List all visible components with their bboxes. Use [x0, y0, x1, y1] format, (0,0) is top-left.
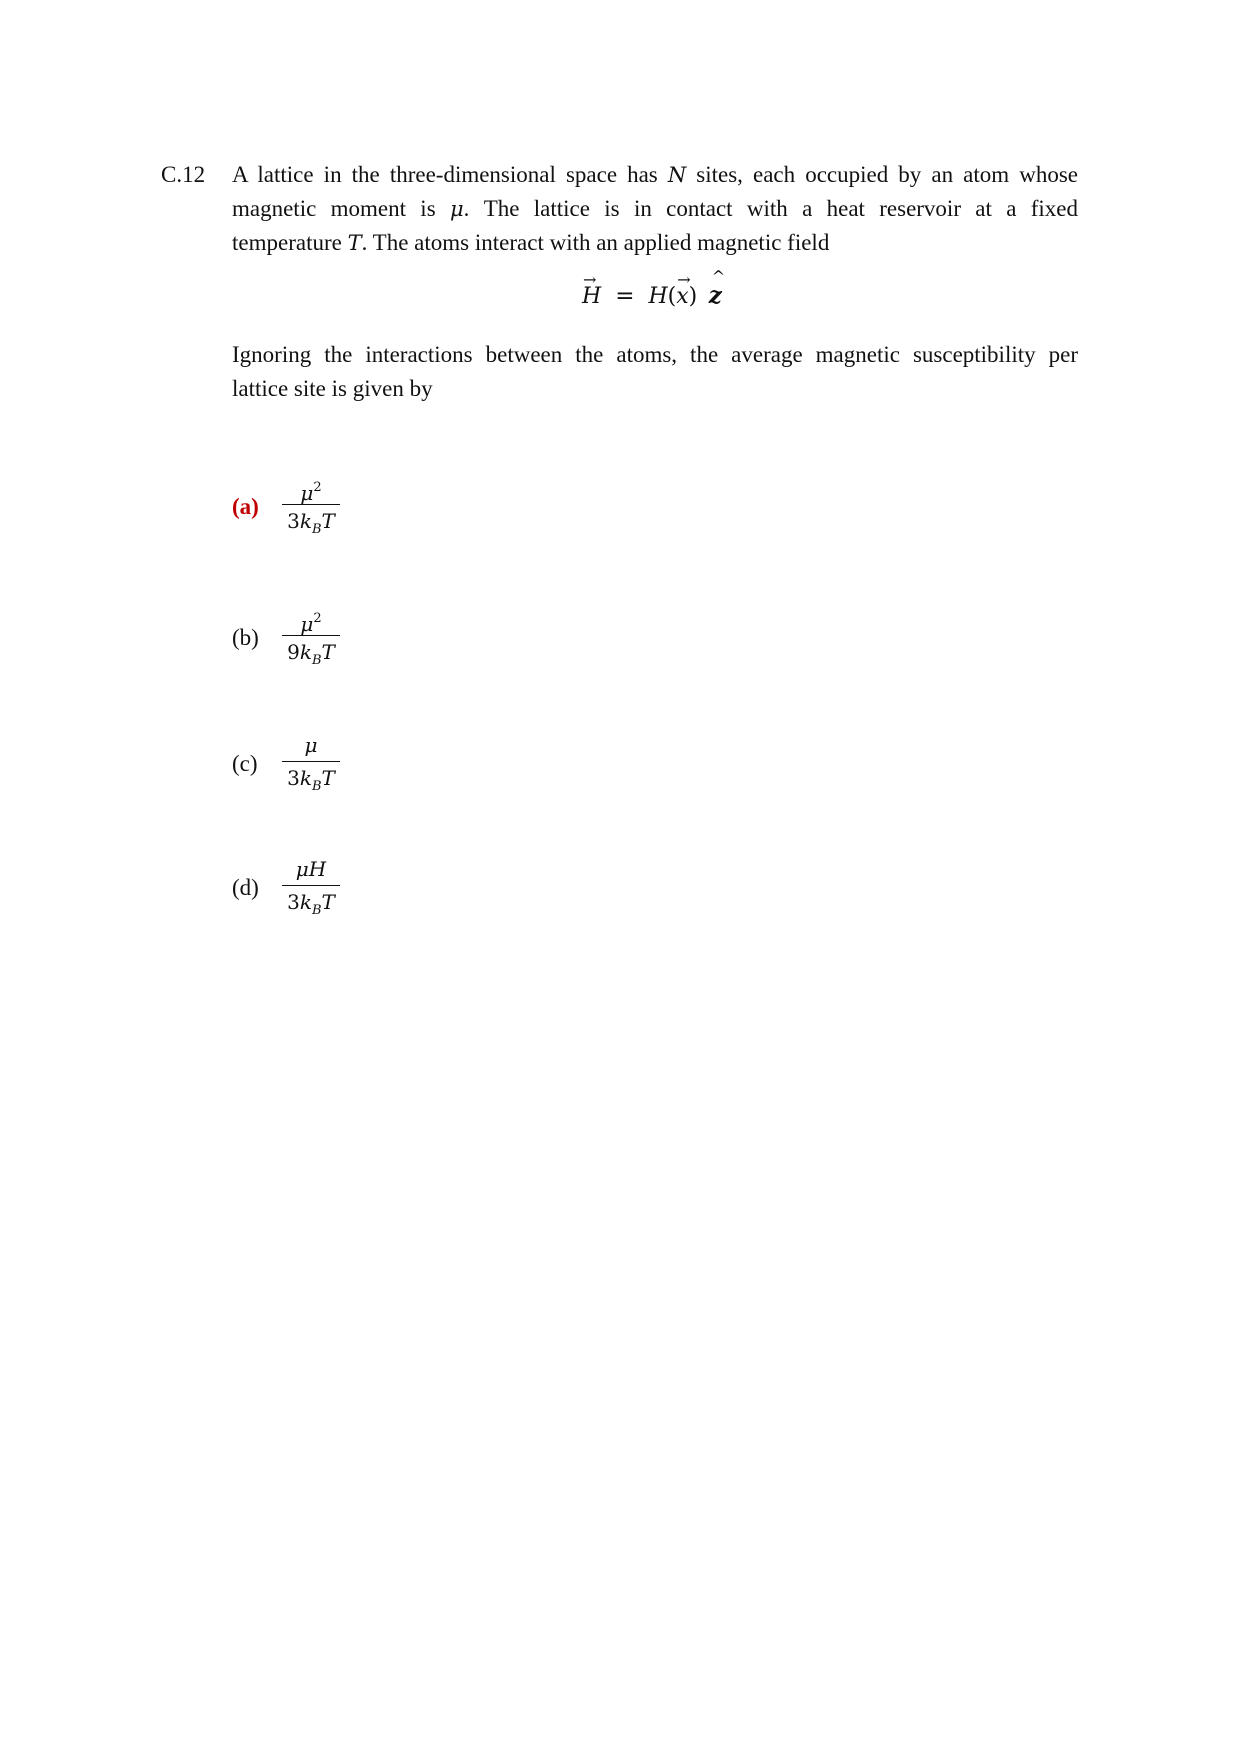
hat-icon: ^	[711, 267, 726, 286]
symbol-N: N	[667, 163, 687, 187]
stem-line-1: A lattice in the three-dimensional space has N sites, each occupied by an atom whose	[232, 162, 1078, 187]
symbol-mu: μ	[449, 197, 464, 221]
stem-line-2: magnetic moment is μ. The lattice is in contact with a heat reservoir at a fixed	[232, 196, 1079, 221]
option-label: (a)	[232, 494, 259, 519]
vector-x: x →	[676, 270, 691, 309]
vector-H: H →	[582, 270, 602, 309]
option-fraction: $\mu^2$ $3k_BT$	[282, 470, 340, 546]
option-label: (d)	[232, 875, 259, 900]
option-label: (b)	[232, 625, 259, 650]
vector-arrow-icon: →	[677, 270, 691, 289]
vector-arrow-icon: →	[583, 270, 597, 289]
symbol-T: T	[347, 231, 362, 255]
field-equation: H → = H(x → ) z ^	[582, 267, 726, 309]
option-fraction: μH $3k_BT$	[282, 851, 340, 927]
prompt-line-1: Ignoring the interactions between the atoms, the average magnetic susceptibility per	[232, 342, 1078, 367]
option-fraction: μ $3k_BT$	[282, 727, 340, 803]
question-prompt	[232, 338, 1078, 406]
question-number: C.12	[161, 162, 206, 187]
option-label: (c)	[232, 751, 258, 776]
stem-line-3: temperature T. The atoms interact with an applied magnetic field	[232, 230, 830, 255]
unit-vector-z: z ^	[708, 267, 726, 309]
option-fraction: $\mu^2$ $9k_BT$	[282, 601, 340, 677]
prompt-line-2: lattice site is given by	[232, 376, 433, 401]
question-stem	[232, 158, 1078, 260]
